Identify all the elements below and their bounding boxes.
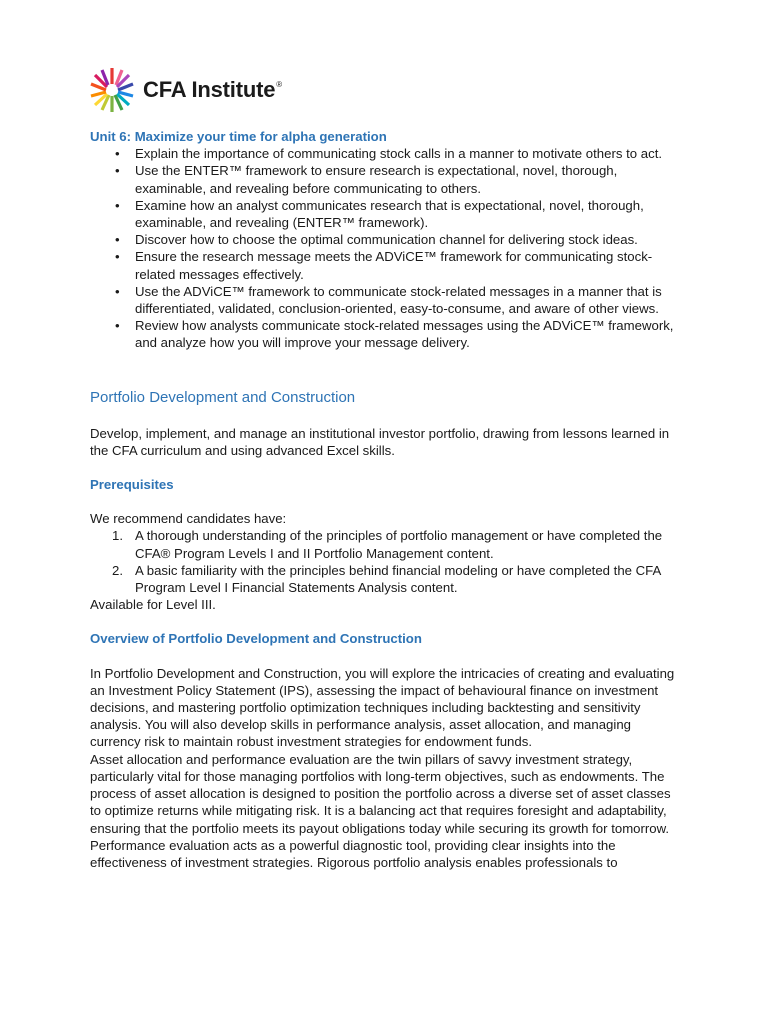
prerequisites-heading: Prerequisites [90,477,174,493]
overview-paragraph-3: Performance evaluation acts as a powerful diagnostic tool, providing clear insights into the effectiveness of investment strategies. Rigorous portfolio analysis enables professionals to [90,837,618,870]
list-item: • Discover how to choose the optimal communication channel for delivering stock ideas. [90,231,680,248]
overview-heading: Overview of Portfolio Development and Construction [90,631,422,647]
availability-note: Available for Level III. [90,597,216,613]
intro-paragraph: Develop, implement, and manage an institutional investor portfolio, drawing from lessons learned in the CFA curriculum and using advanced Excel skills. [90,425,670,458]
list-item: 2. A basic familiarity with the principles behind financial modeling or have completed the CFA Program Level I Financial Statements Analysis content. [112,562,661,596]
cfa-logo-icon [89,66,135,114]
list-item: 1. A thorough understanding of the principles of portfolio management or have completed the CFA® Program Levels I and II Portfolio Management content. [112,528,663,561]
prerequisites-list [90,527,680,596]
unit6-bullet-list [90,145,680,351]
list-item: • Use the ADViCE™ framework to communicate stock-related messages in a manner that is differentiated, validated, conclusion-oriented, easy-to-consume, and aware of other views. [90,283,680,317]
list-item: • Ensure the research message meets the ADViCE™ framework for communicating stock-related messages effectively. [90,248,680,282]
list-item: • Examine how an analyst communicates research that is expectational, novel, thorough, examinable, and revealing (ENTER™ framework). [90,197,680,231]
document-body [90,128,680,871]
list-item: • Use the ENTER™ framework to ensure research is expectational, novel, thorough, examinable, and revealing before communicating to others. [90,162,680,196]
cfa-logo [89,66,282,114]
list-item: • Review how analysts communicate stock-related messages using the ADViCE™ framework, and analyze how you will improve your message delivery. [90,317,680,351]
list-item: • Explain the importance of communicating stock calls in a manner to motivate others to act. [90,145,680,162]
prerequisites-lead: We recommend candidates have: [90,511,287,527]
brand-name: CFA Institute® [143,77,282,102]
section-title: Portfolio Development and Construction [90,388,356,406]
overview-paragraph-2: Asset allocation and performance evaluation are the twin pillars of savvy investment strategy, particularly vital for those managing portfolios with long-term objectives, such as endowments. The process of asset allocation is designed to position the portfolio across a diverse set of asset classes to optimize returns while mitigating risk. It is a balancing act that requires foresight and adaptability, ensuring that the portfolio meets its payout obligations today while securing its growth for tomorrow. [90,751,671,836]
overview-paragraph-1: In Portfolio Development and Construction, you will explore the intricacies of creating and evaluating an Investment Policy Statement (IPS), assessing the impact of behavioural finance on investment decisions, and mastering portfolio optimization techniques including backtesting and sensitivity analysis. You will also develop skills in performance analysis, asset allocation, and managing currency risk to maintain robust investment strategies for endowment funds. [90,665,675,750]
unit6-heading: Unit 6: Maximize your time for alpha generation [90,129,387,144]
